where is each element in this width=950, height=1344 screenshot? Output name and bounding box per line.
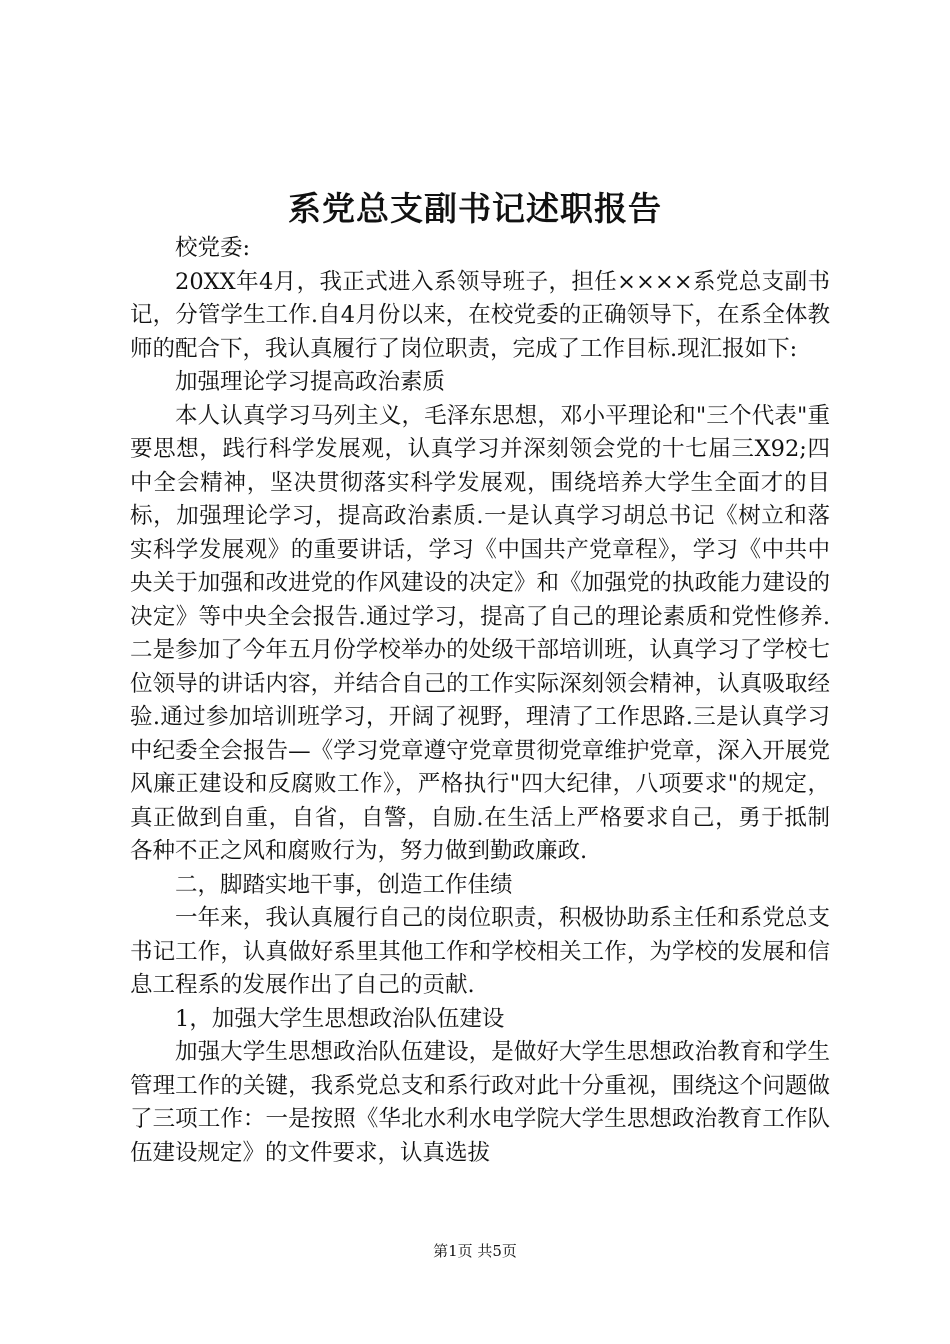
salutation: 校党委: — [175, 235, 251, 261]
section-heading: 加强理论学习提高政治素质 — [175, 369, 446, 395]
document-body — [130, 232, 830, 1170]
page-footer — [0, 1240, 950, 1262]
subsection-heading: 1，加强大学生思想政治队伍建设 — [175, 1005, 505, 1032]
body-paragraph: 一年来，我认真履行自己的岗位职责，积极协助系主任和系党总支书记工作，认真做好系里其他工作和学校相关工作，为学校的发展和信息工程系的发展作出了自己的贡献. — [130, 905, 830, 998]
body-paragraph: 本人认真学习马列主义，毛泽东思想，邓小平理论和"三个代表"重要思想，践行科学发展观，认真学习并深刻领会党的十七届三X92;四中全会精神，坚决贯彻落实科学发展观，围绕培养大学生全面才的目标，加强理论学习，提高政治素质.一是认真学习胡总书记《树立和落实科学发展观》的重要讲话，学习《中国共产党章程》，学习《中共中央关于加强和改进党的作风建设的决定》和《加强党的执政能力建设的决定》等中央全会报告.通过学习，提高了自己的理论素质和党性修养.二是参加了今年五月份学校举办的处级干部培训班，认真学习了学校七位领导的讲话内容，并结合自己的工作实际深刻领会精神，认真吸取经验.通过参加培训班学习，开阔了视野，理清了工作思路.三是认真学习中纪委全会报告—《学习党章遵守党章贯彻党章维护党章，深入开展党风廉正建设和反腐败工作》，严格执行"四大纪律，八项要求"的规定，真正做到自重，自省，自警，自励.在生活上严格要求自己，勇于抵制各种不正之风和腐败行为，努力做到勤政廉政. — [130, 402, 830, 864]
document-title: 系党总支副书记述职报告 — [288, 189, 662, 228]
page-indicator: 第1页 共5页 — [433, 1242, 517, 1260]
intro-paragraph: 20XX年4月，我正式进入系领导班子，担任××××系党总支副书记，分管学生工作.自4月份以来，在校党委的正确领导下，在系全体教师的配合下，我认真履行了岗位职责，完成了工作目标.现汇报如下: — [130, 268, 830, 362]
section-heading: 二，脚踏实地干事，创造工作佳绩 — [175, 871, 513, 898]
body-paragraph: 加强大学生思想政治队伍建设，是做好大学生思想政治教育和学生管理工作的关键，我系党总支和系行政对此十分重视，围绕这个问题做了三项工作：一是按照《华北水利水电学院大学生思想政治教育工作队伍建设规定》的文件要求，认真选拔 — [130, 1039, 830, 1166]
